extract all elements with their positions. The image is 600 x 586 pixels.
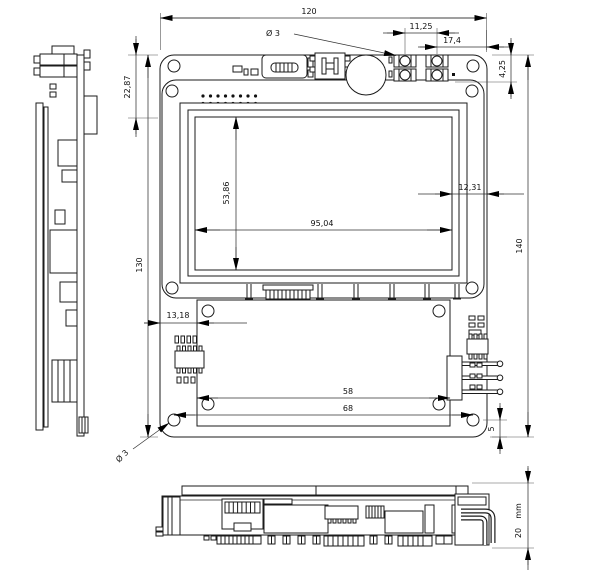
side-top-cap bbox=[52, 46, 74, 54]
dim-label-display-right-offset: 12,31 bbox=[458, 183, 482, 192]
bottom-display-slab bbox=[182, 486, 468, 495]
bezel-hole bbox=[466, 282, 478, 294]
mounting-hole bbox=[168, 60, 180, 72]
mounting-hole bbox=[467, 60, 479, 72]
side-display-frame bbox=[44, 107, 48, 427]
front-view bbox=[160, 53, 503, 437]
dim-overall-width bbox=[161, 7, 487, 50]
side-bottom-pins bbox=[79, 417, 88, 433]
board-hole bbox=[433, 305, 445, 317]
bottom-component bbox=[264, 505, 328, 533]
fpc-connector bbox=[263, 285, 313, 299]
dim-label-overall-width: 120 bbox=[301, 7, 317, 16]
dim-label-hole-span: 68 bbox=[342, 404, 354, 413]
bottom-right-connector bbox=[455, 494, 493, 545]
display-active-area bbox=[195, 117, 452, 270]
side-component bbox=[60, 282, 77, 302]
side-component bbox=[55, 210, 65, 224]
side-display-slab bbox=[36, 103, 43, 430]
bottom-component bbox=[385, 511, 423, 533]
dim-label-pad-to-edge: 17,4 bbox=[443, 36, 461, 45]
callout-hole-diameter-bottom bbox=[113, 423, 169, 464]
dim-display-top-offset bbox=[123, 36, 158, 137]
crystal-component bbox=[310, 53, 350, 79]
side-rear-block bbox=[84, 96, 97, 134]
buzzer bbox=[346, 55, 386, 95]
dim-label-board-height: 130 bbox=[135, 257, 144, 273]
mounting-hole bbox=[168, 414, 180, 426]
side-component bbox=[50, 230, 77, 273]
bottom-view bbox=[156, 486, 493, 546]
bezel-hole bbox=[166, 85, 178, 97]
pad-hole bbox=[400, 70, 410, 80]
bottom-component bbox=[325, 506, 358, 519]
board-hole bbox=[202, 398, 214, 410]
callout-hole-diameter-top bbox=[266, 28, 396, 56]
side-connector-top-2 bbox=[40, 66, 77, 77]
dim-label-top-offset: 4,25 bbox=[498, 60, 507, 78]
dim-label-subboard-left-offset: 13,18 bbox=[166, 311, 190, 320]
pad-hole bbox=[432, 70, 442, 80]
bezel-hole bbox=[466, 85, 478, 97]
board-hole bbox=[433, 398, 445, 410]
dim-board-height bbox=[135, 55, 158, 437]
side-pcb-edge bbox=[77, 55, 84, 436]
dim-label-hole-bottom-offset: 5 bbox=[487, 426, 496, 432]
dim-label-active-height: 53,86 bbox=[222, 181, 231, 205]
bezel-hole bbox=[166, 282, 178, 294]
dim-label-depth: 20 bbox=[514, 527, 523, 539]
dim-label-active-width: 95,04 bbox=[310, 219, 334, 228]
pad-hole bbox=[400, 56, 410, 66]
board-hole bbox=[202, 305, 214, 317]
side-connector-top-1 bbox=[40, 54, 77, 65]
rj45-connector bbox=[222, 499, 263, 531]
dim-label-hole-top: Ø 3 bbox=[266, 29, 280, 38]
bottom-pin-row bbox=[204, 536, 452, 546]
side-view bbox=[34, 46, 97, 436]
side-component bbox=[62, 170, 77, 182]
controller-board bbox=[197, 300, 450, 426]
side-component bbox=[58, 140, 77, 166]
dim-label-depth-unit: mm bbox=[514, 503, 523, 519]
side-component bbox=[66, 310, 77, 326]
dim-label-pad-spacing: 11,25 bbox=[409, 22, 433, 31]
dim-label-overall-height: 140 bbox=[515, 238, 524, 254]
pad-hole bbox=[432, 56, 442, 66]
dim-label-subboard-width: 58 bbox=[342, 387, 354, 396]
mounting-hole bbox=[467, 414, 479, 426]
dim-label-display-top-offset: 22,87 bbox=[123, 75, 132, 99]
dim-label-hole-bottom: Ø 3 bbox=[114, 448, 131, 465]
